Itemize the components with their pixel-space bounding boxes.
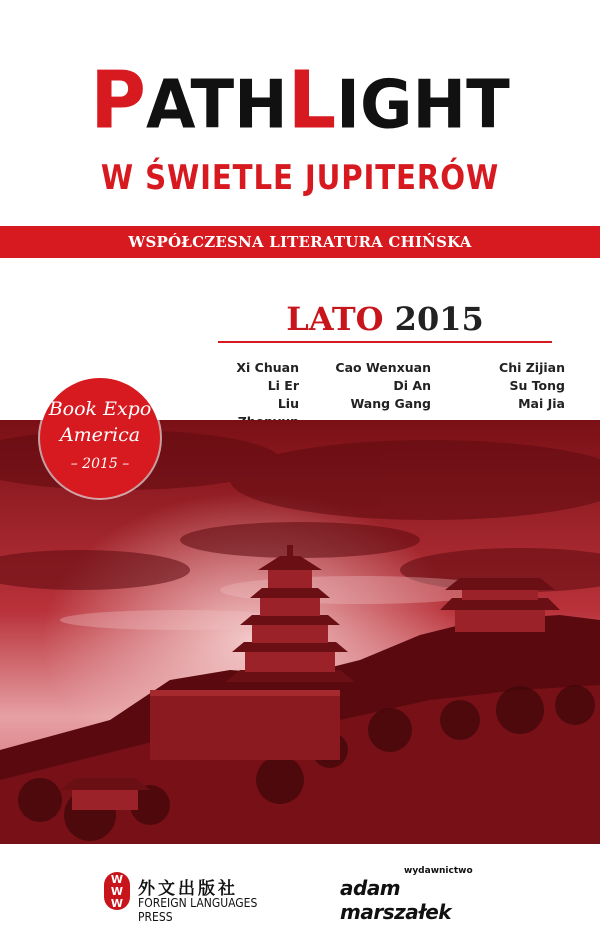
cover-subtitle: W ŚWIETLE JUPITERÓW (100, 158, 500, 198)
season-year: 2015 (394, 300, 484, 338)
book-expo-badge (40, 378, 160, 498)
author-name: Su Tong (509, 378, 565, 393)
author-name: Xi Chuan (236, 360, 299, 375)
publishers-footer (0, 844, 600, 932)
badge-line-3: – 2015 – (70, 456, 130, 472)
band-text: WSPÓŁCZESNA LITERATURA CHIŃSKA (128, 233, 472, 251)
flp-english-name: FOREIGN LANGUAGES PRESS (138, 896, 258, 924)
author-column-2 (303, 359, 431, 413)
flp-emblem-icon: W W W (104, 872, 130, 910)
adam-logo-top: wydawnictwo (404, 866, 473, 876)
author-name: Wang Gang (350, 396, 431, 411)
flp-chinese-name: 外文出版社 (138, 879, 238, 899)
title-part-ight: IGHT (336, 66, 510, 145)
season-divider (218, 341, 552, 343)
author-name: Liu (277, 396, 299, 411)
title-letter-l: L (287, 52, 337, 147)
title-letter-p: P (90, 52, 146, 147)
adam-marszalek-logo (340, 866, 510, 924)
badge-line-2: America (59, 424, 141, 446)
title-part-ath: ATH (145, 66, 288, 145)
author-name: Di An (393, 378, 431, 393)
author-name: Li Er (267, 378, 299, 393)
adam-logo-main: adam marszałek (340, 876, 452, 924)
author-name: Chi Zijian (499, 360, 565, 375)
foreign-languages-press-logo (104, 872, 294, 924)
author-name: Cao Wenxuan (335, 360, 431, 375)
season-label: LATO (286, 300, 384, 338)
author-column-3 (435, 359, 565, 413)
badge-line-1: Book Expo (48, 398, 152, 420)
author-name: Mai Jia (518, 396, 565, 411)
red-band (0, 226, 600, 258)
issue-season (218, 300, 552, 338)
cover-title (0, 52, 600, 147)
